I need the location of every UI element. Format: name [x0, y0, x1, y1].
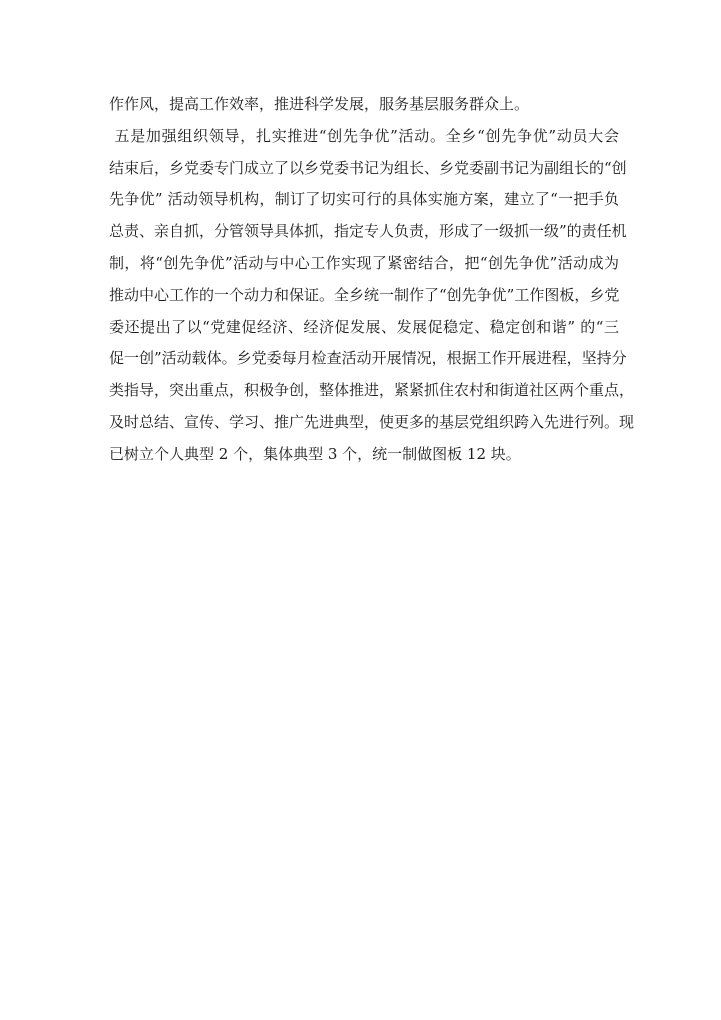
text-line: 先争优” 活动领导机构，制订了切实可行的具体实施方案，建立了“一把手负	[109, 190, 619, 209]
text-line: 总责、亲自抓，分管领导具体抓，指定专人负责，形成了一级抓一级”的责任机	[109, 222, 627, 241]
text-line: 类指导，突出重点，积极争创，整体推进，紧紧抓住农村和街道社区两个重点，	[109, 381, 635, 400]
text-line: 已树立个人典型 2 个，集体典型 3 个，统一制做图板 12 块。	[109, 444, 521, 463]
text-line: 结束后，乡党委专门成立了以乡党委书记为组长、乡党委副书记为副组长的“创	[109, 158, 627, 177]
text-line: 作作风，提高工作效率，推进科学发展，服务基层服务群众上。	[109, 95, 530, 113]
text-line: 委还提出了以“党建促经济、经济促发展、发展促稳定、稳定创和谐” 的“三	[109, 317, 619, 336]
text-line: 促一创”活动载体。乡党委每月检查活动开展情况，根据工作开展进程，坚持分	[109, 349, 627, 368]
text-line: 推动中心工作的一个动力和保证。全乡统一制作了“创先争优”工作图板，乡党	[109, 285, 620, 304]
text-line: 五是加强组织领导，扎实推进“创先争优”活动。全乡“创先争优”动员大会	[109, 126, 619, 145]
text-line: 制，将“创先争优”活动与中心工作实现了紧密结合，把“创先争优”活动成为	[109, 253, 619, 272]
text-line: 及时总结、宣传、学习、推广先进典型，使更多的基层党组织跨入先进行列。现	[109, 412, 635, 431]
body-text	[109, 89, 635, 471]
